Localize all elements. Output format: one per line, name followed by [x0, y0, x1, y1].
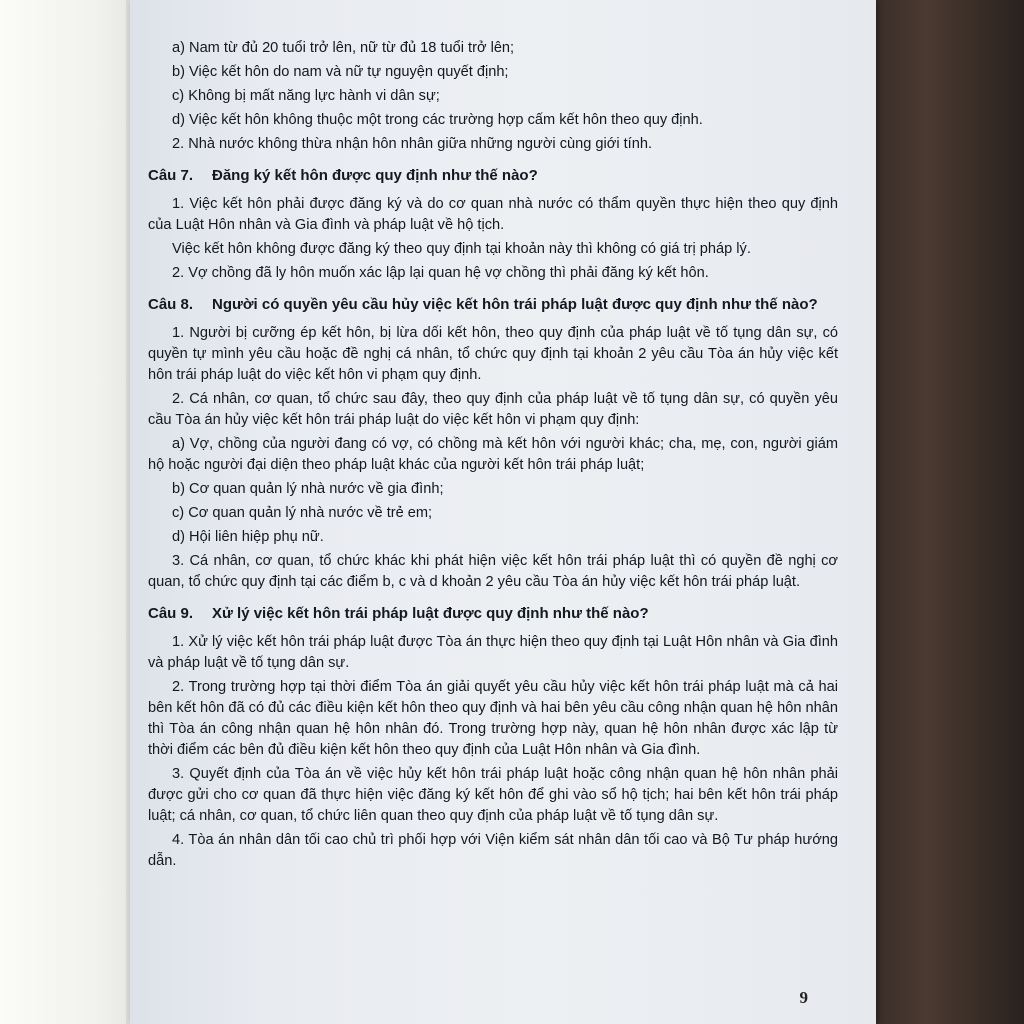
question-title: Người có quyền yêu cầu hủy việc kết hôn trái pháp luật được quy định như thế nào?: [212, 296, 818, 313]
page-number: 9: [799, 988, 808, 1007]
question-title: Đăng ký kết hôn được quy định như thế nào?: [212, 167, 538, 184]
paragraph: a) Vợ, chồng của người đang có vợ, có chồng mà kết hôn với người khác; cha, mẹ, con, người giám hộ hoặc người đại diện theo pháp luật khác của người kết hôn trái pháp luật;: [148, 436, 838, 473]
list-item: d) Việc kết hôn không thuộc một trong các trường hợp cấm kết hôn theo quy định.: [172, 112, 703, 128]
paragraph: 2. Vợ chồng đã ly hôn muốn xác lập lại quan hệ vợ chồng thì phải đăng ký kết hôn.: [172, 265, 709, 281]
page-content: [148, 38, 838, 875]
list-item: b) Việc kết hôn do nam và nữ tự nguyện quyết định;: [172, 64, 509, 80]
question-heading: [148, 603, 838, 624]
list-item: d) Hội liên hiệp phụ nữ.: [172, 529, 324, 545]
paragraph: 2. Nhà nước không thừa nhận hôn nhân giữa những người cùng giới tính.: [172, 136, 653, 152]
question-number: Câu 7.: [148, 167, 194, 184]
paragraph: 2. Cá nhân, cơ quan, tổ chức sau đây, theo quy định của pháp luật về tố tụng dân sự, có quyền yêu cầu Tòa án hủy việc kết hôn trái pháp luật do việc kết hôn vi phạm quy định:: [148, 391, 838, 428]
paragraph: 3. Cá nhân, cơ quan, tổ chức khác khi phát hiện việc kết hôn trái pháp luật thì có quyền đề nghị cơ quan, tổ chức quy định tại các điểm b, c và d khoản 2 yêu cầu Tòa án hủy việc kết hôn trái pháp luật.: [148, 553, 838, 590]
paragraph: 1. Người bị cưỡng ép kết hôn, bị lừa dối kết hôn, theo quy định của pháp luật về tố tụng dân sự, có quyền tự mình yêu cầu hoặc đề nghị cá nhân, tổ chức quy định tại khoản 2 yêu cầu Tòa án hủy việc kết hôn trái pháp luật do việc kết hôn vi phạm quy định.: [148, 325, 838, 383]
question-number: Câu 9.: [148, 605, 194, 622]
paragraph: 2. Trong trường hợp tại thời điểm Tòa án giải quyết yêu cầu hủy việc kết hôn trái pháp luật mà cả hai bên kết hôn đã có đủ các điều kiện kết hôn theo quy định và hai bên yêu cầu công nhận quan hệ hôn nhân thì Tòa án công nhận quan hệ hôn nhân đó. Trong trường hợp này, quan hệ hôn nhân được xác lập từ thời điểm các bên đủ điều kiện kết hôn theo quy định của Luật Hôn nhân và Gia đình.: [148, 679, 838, 758]
paragraph: 4. Tòa án nhân dân tối cao chủ trì phối hợp với Viện kiểm sát nhân dân tối cao và Bộ Tư pháp hướng dẫn.: [148, 832, 838, 869]
question-heading: [148, 294, 838, 315]
list-item: c) Cơ quan quản lý nhà nước về trẻ em;: [172, 505, 433, 521]
list-item: c) Không bị mất năng lực hành vi dân sự;: [172, 88, 440, 104]
paragraph: Việc kết hôn không được đăng ký theo quy định tại khoản này thì không có giá trị pháp lý.: [172, 241, 751, 257]
list-item: a) Nam từ đủ 20 tuổi trở lên, nữ từ đủ 18 tuổi trở lên;: [172, 40, 515, 56]
list-item: b) Cơ quan quản lý nhà nước về gia đình;: [172, 481, 444, 497]
table-surface: [874, 0, 1024, 1024]
paragraph: 1. Xử lý việc kết hôn trái pháp luật được Tòa án thực hiện theo quy định tại Luật Hôn nhân và Gia đình và pháp luật về tố tụng dân sự.: [148, 634, 838, 671]
paragraph: 1. Việc kết hôn phải được đăng ký và do cơ quan nhà nước có thẩm quyền thực hiện theo quy định của Luật Hôn nhân và Gia đình và pháp luật về hộ tịch.: [148, 196, 838, 233]
question-title: Xử lý việc kết hôn trái pháp luật được quy định như thế nào?: [212, 605, 649, 622]
book-page: [130, 0, 876, 1024]
paragraph: 3. Quyết định của Tòa án về việc hủy kết hôn trái pháp luật hoặc công nhận quan hệ hôn nhân phải được gửi cho cơ quan đã thực hiện việc đăng ký kết hôn để ghi vào sổ hộ tịch; hai bên kết hôn trái pháp luật; cá nhân, cơ quan, tổ chức liên quan theo quy định của pháp luật về tố tụng dân sự.: [148, 766, 838, 824]
question-number: Câu 8.: [148, 296, 194, 313]
question-heading: [148, 165, 838, 186]
adjacent-page-left: [0, 0, 140, 1024]
